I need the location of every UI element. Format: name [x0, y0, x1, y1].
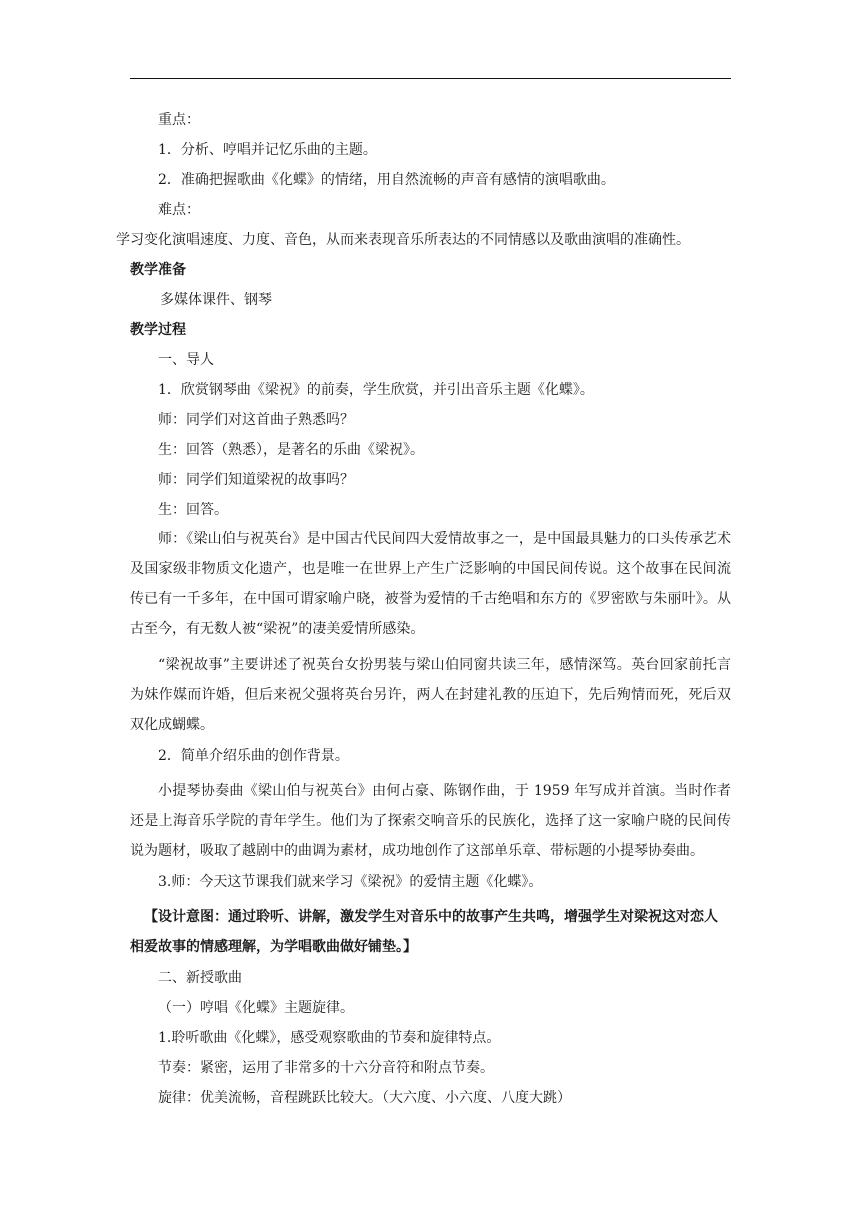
header-rule: [130, 78, 731, 79]
design-intent: 【设计意图：通过聆听、讲解，激发学生对音乐中的故事产生共鸣，增强学生对梁祝这对恋人相爱故事的情感理解，为学唱歌曲做好铺垫。】: [130, 909, 718, 955]
dialogue-teacher-1: 师：同学们对这首曲子熟悉吗？: [158, 412, 354, 428]
key-points-label: 重点：: [158, 112, 200, 128]
story-paragraph-1: 师：《梁山伯与祝英台》是中国古代民间四大爱情故事之一，是中国最具魅力的口头传承艺术及国家级非物质文化遗产，也是唯一在世界上产生广泛影响的中国民间传说。这个故事在民间流传已有一千多年，在中国可谓家喻户晓，被誉为爱情的千古绝唱和东方的《罗密欧与朱丽叶》。从古至今，有无数人被“梁祝”的凄美爱情所感染。: [130, 531, 731, 637]
step-3: 3.师：今天这节课我们就来学习《梁祝》的爱情主题《化蝶》。: [158, 874, 543, 890]
rhythm-note: 节奏：紧密，运用了非常多的十六分音符和附点节奏。: [158, 1060, 494, 1076]
section-heading-preparation: 教学准备: [130, 262, 186, 278]
difficulty-label: 难点：: [158, 202, 200, 218]
part-2-title: 二、新授歌曲: [158, 970, 242, 986]
dialogue-student-1: 生：回答（熟悉），是著名的乐曲《梁祝》。: [158, 442, 424, 458]
key-point-1: 1．分析、哼唱并记忆乐曲的主题。: [158, 142, 377, 158]
background-paragraph: 小提琴协奏曲《梁山伯与祝英台》由何占豪、陈钢作曲，于 1959 年写成并首演。当时作者还是上海音乐学院的青年学生。他们为了探索交响音乐的民族化，选择了这一家喻户晓的民间传说为题材，吸取了越剧中的曲调为素材，成功地创作了这部单乐章、带标题的小提琴协奏曲。: [130, 783, 731, 859]
story-paragraph-2: “梁祝故事”主要讲述了祝英台女扮男装与梁山伯同窗共读三年，感情深笃。英台回家前托言为妹作媒而许婚，但后来祝父强将英台另许，两人在封建礼教的压迫下，先后殉情而死，死后双双化成蝴蝶。: [130, 657, 731, 733]
subsection-1: （一）哼唱《化蝶》主题旋律。: [158, 1000, 354, 1016]
dialogue-student-2: 生：回答。: [158, 502, 228, 518]
difficulty-text: 学习变化演唱速度、力度、音色，从而来表现音乐所表达的不同情感以及歌曲演唱的准确性。: [116, 232, 690, 248]
preparation-text: 多媒体课件、钢琴: [160, 292, 272, 308]
dialogue-teacher-2: 师：同学们知道梁祝的故事吗？: [158, 472, 354, 488]
melody-note: 旋律：优美流畅，音程跳跃比较大。（大六度、小六度、八度大跳）: [158, 1090, 571, 1106]
document-body: [116, 110, 731, 1118]
listen-step: 1.聆听歌曲《化蝶》，感受观察歌曲的节奏和旋律特点。: [158, 1030, 501, 1046]
part-1-title: 一、导人: [158, 352, 214, 368]
section-heading-process: 教学过程: [130, 322, 186, 338]
key-point-2: 2．准确把握歌曲《化蝶》的情绪，用自然流畅的声音有感情的演唱歌曲。: [158, 172, 615, 188]
step-1: 1．欣赏钢琴曲《梁祝》的前奏，学生欣赏，并引出音乐主题《化蝶》。: [158, 382, 594, 398]
step-2: 2．简单介绍乐曲的创作背景。: [158, 748, 349, 764]
